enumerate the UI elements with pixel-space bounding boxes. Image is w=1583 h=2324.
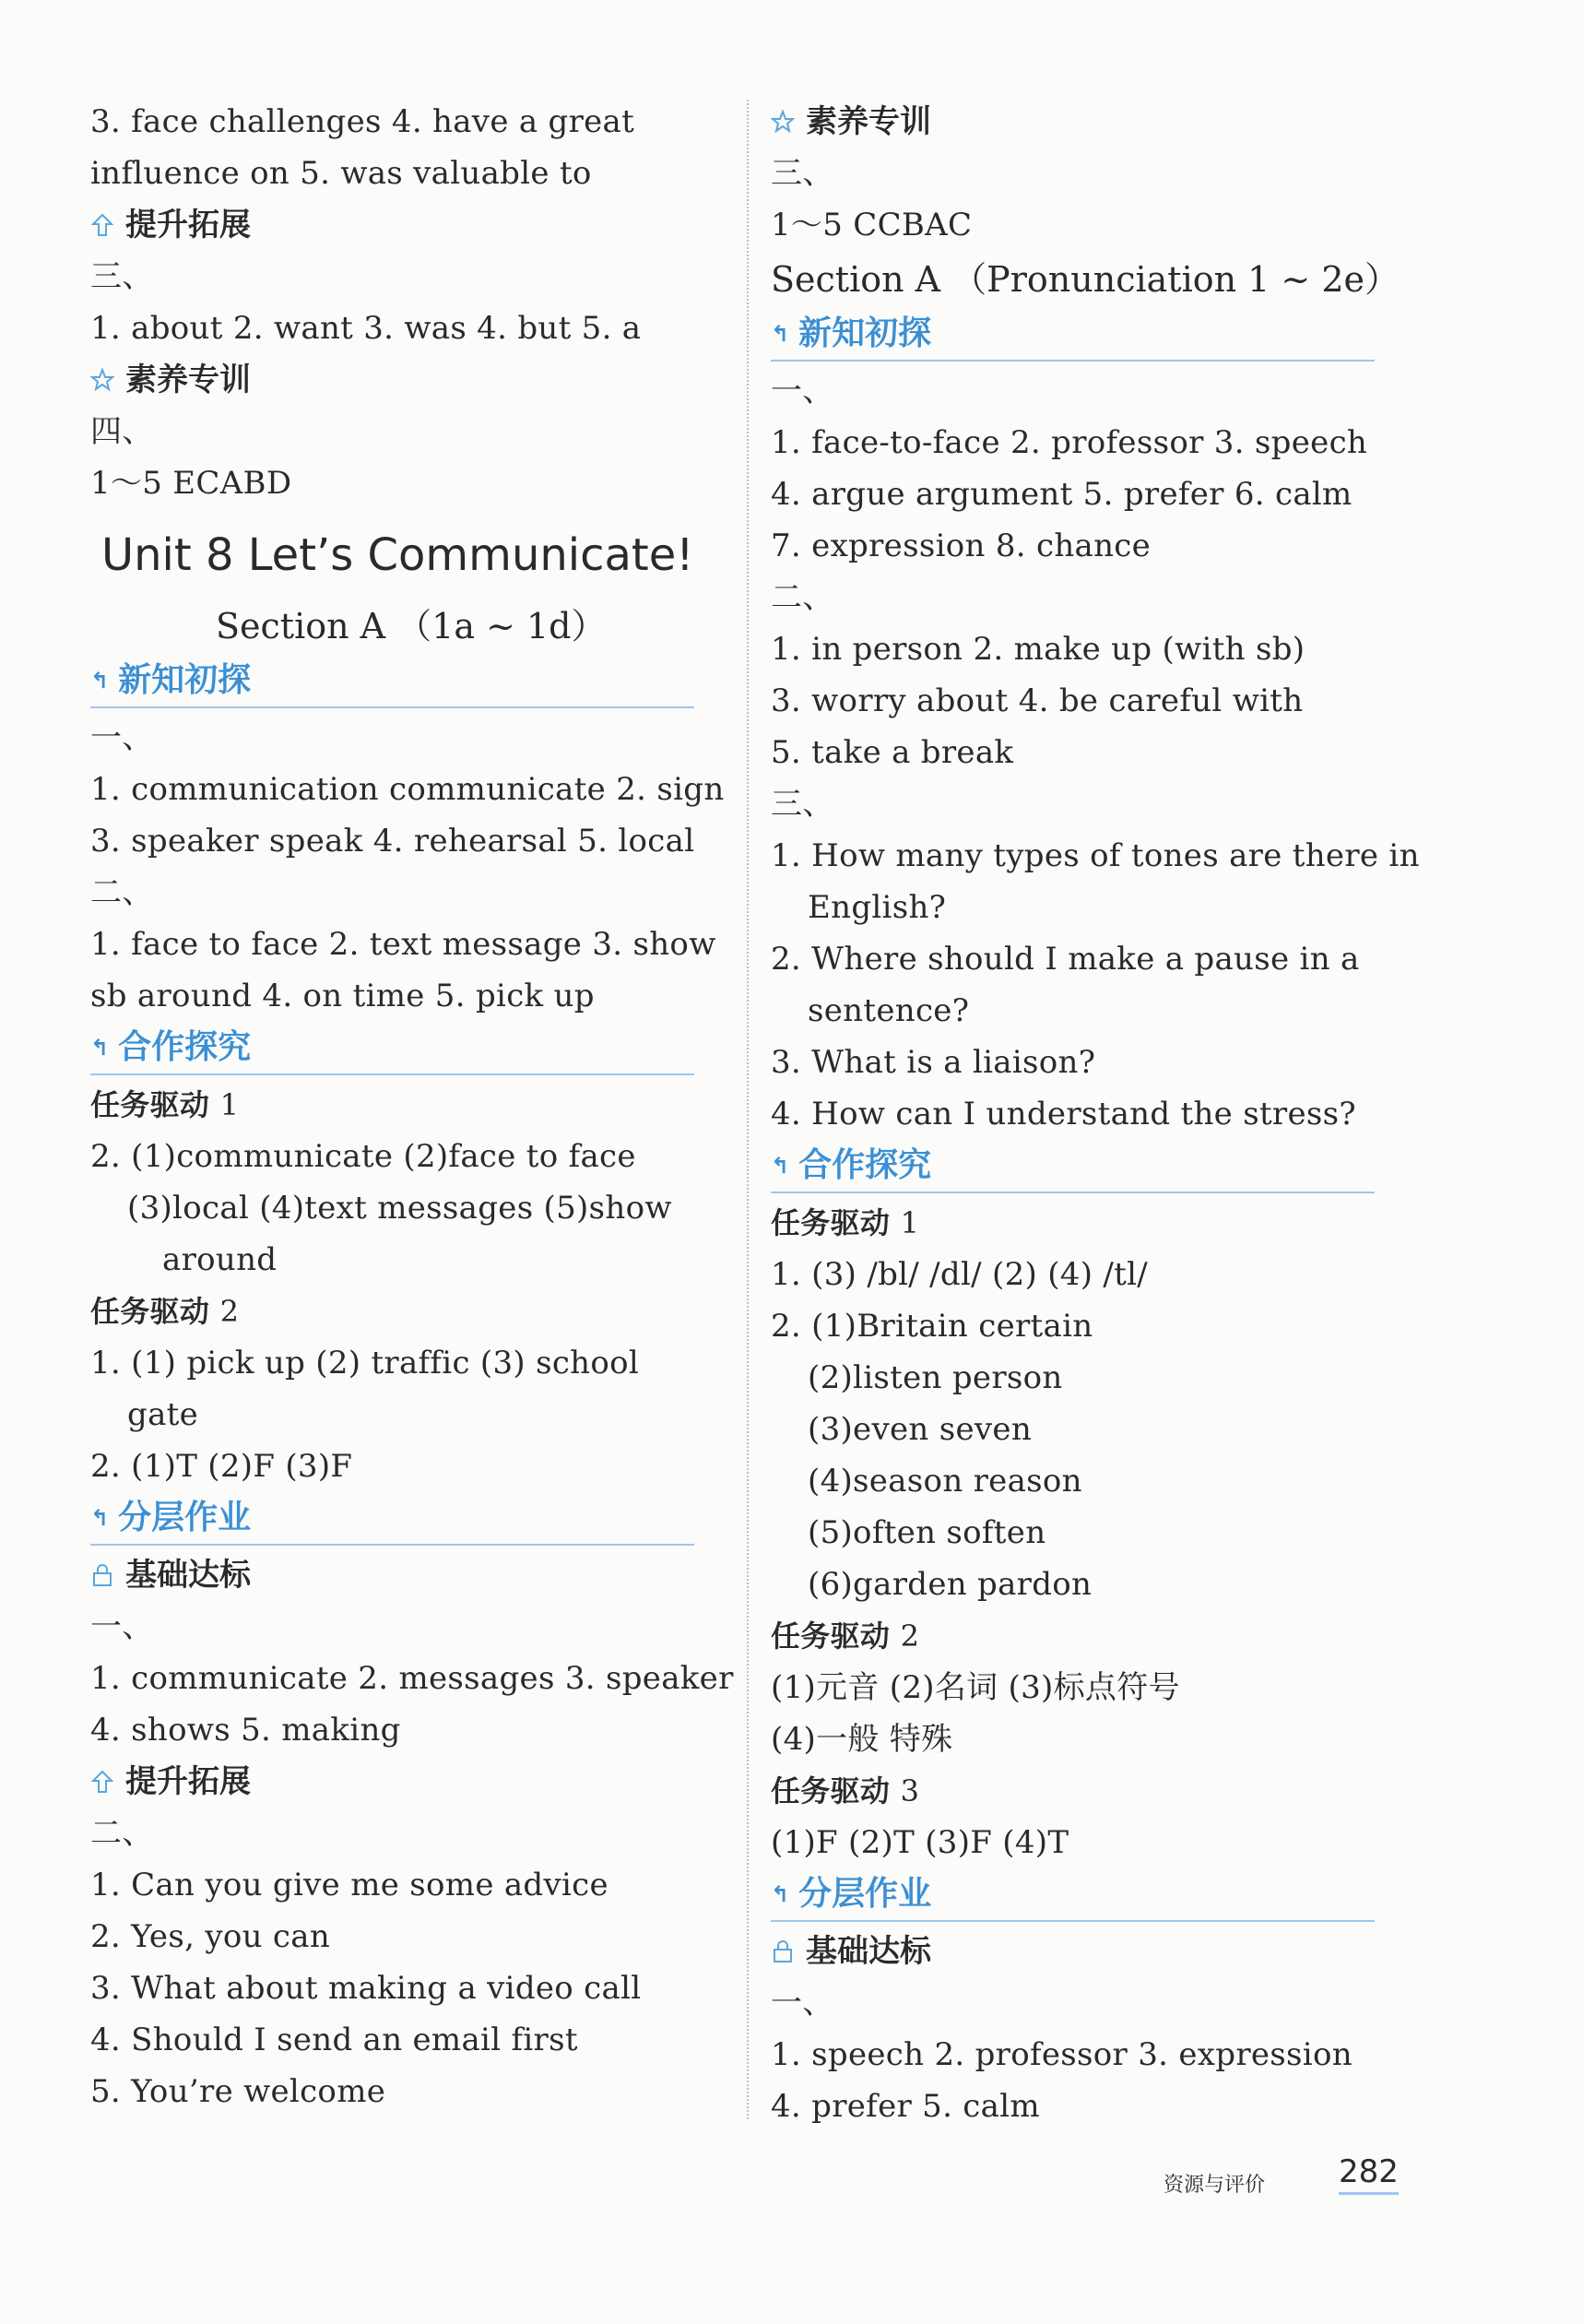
answer-line: 3. What about making a video call xyxy=(90,1970,642,2007)
answer-line: 1. How many types of tones are there in xyxy=(771,837,1420,874)
answer-line: 3. What is a liaison? xyxy=(771,1044,1096,1081)
answer-line: influence on 5. was valuable to xyxy=(90,155,592,192)
answer-line: (3)local (4)text messages (5)show xyxy=(127,1190,672,1227)
corner-arrow-icon: ↰ xyxy=(90,1505,110,1531)
part-label: 一、 xyxy=(90,719,154,756)
lock-icon xyxy=(90,1563,114,1587)
section-title: Section A （Pronunciation 1 ~ 2e） xyxy=(771,259,1400,300)
corner-arrow-icon: ↰ xyxy=(771,1153,790,1179)
answer-line: 1. face-to-face 2. professor 3. speech xyxy=(771,424,1368,461)
answer-line: 1. communication communicate 2. sign xyxy=(90,771,725,808)
answer-line: sb around 4. on time 5. pick up xyxy=(90,978,595,1014)
right-column xyxy=(771,96,1420,2132)
task-label: 任务驱动 xyxy=(90,1087,210,1122)
part-label: 二、 xyxy=(90,874,154,911)
blue-section-heading xyxy=(90,1492,694,1546)
answer-line: (4)season reason xyxy=(808,1463,1082,1500)
blue-section-title: 新知初探 xyxy=(798,314,932,352)
part-label: 二、 xyxy=(90,1815,154,1852)
task-heading xyxy=(771,1610,1416,1662)
task-number: 2 xyxy=(219,1294,240,1329)
task-label: 任务驱动 xyxy=(771,1205,891,1240)
task-label: 任务驱动 xyxy=(771,1618,891,1654)
blue-section-title: 新知初探 xyxy=(118,661,252,699)
task-number: 1 xyxy=(219,1087,240,1122)
subsection-heading xyxy=(90,1549,736,1601)
answer-line: 2. (1)Britain certain xyxy=(771,1308,1093,1345)
answer-line: 1. (3) /bl/ /dl/ (2) (4) /tl/ xyxy=(771,1256,1149,1293)
answer-line: 5. take a break xyxy=(771,734,1014,771)
unit-title: Unit 8 Let’s Communicate! xyxy=(101,529,694,581)
task-number: 2 xyxy=(900,1618,920,1654)
task-heading xyxy=(90,1286,736,1337)
answer-line: 7. expression 8. chance xyxy=(771,528,1152,564)
answer-line: 1～5 CCBAC xyxy=(771,207,973,243)
part-label: 三、 xyxy=(771,155,834,192)
subsection-heading xyxy=(771,1926,1416,1977)
part-label: 二、 xyxy=(771,579,834,616)
corner-arrow-icon: ↰ xyxy=(771,1881,790,1907)
answer-line: (6)garden pardon xyxy=(808,1566,1093,1603)
answer-line: (3)even seven xyxy=(808,1411,1033,1448)
answer-line: 1～5 ECABD xyxy=(90,465,292,502)
answer-line: 2. Yes, you can xyxy=(90,1918,331,1955)
answer-line: (2)listen person xyxy=(808,1359,1063,1396)
task-label: 任务驱动 xyxy=(90,1294,210,1329)
answer-line: 4. shows 5. making xyxy=(90,1712,401,1749)
answer-line: 2. (1)communicate (2)face to face xyxy=(90,1138,636,1175)
star-icon xyxy=(90,368,114,392)
blue-section-title: 分层作业 xyxy=(798,1875,932,1913)
answer-line: (1)F (2)T (3)F (4)T xyxy=(771,1824,1069,1861)
answer-line: 1. face to face 2. text message 3. show xyxy=(90,926,716,963)
footer-label: 资源与评价 xyxy=(1164,2174,1266,2197)
answer-line: (1)元音 (2)名词 (3)标点符号 xyxy=(771,1669,1180,1706)
answer-line: 5. You’re welcome xyxy=(90,2073,386,2110)
answer-line: 3. worry about 4. be careful with xyxy=(771,682,1304,719)
subsection-title: 素养专训 xyxy=(806,103,931,140)
answer-line: 3. speaker speak 4. rehearsal 5. local xyxy=(90,823,695,860)
answer-line: (4)一般 特殊 xyxy=(771,1721,953,1758)
part-label: 一、 xyxy=(90,1608,154,1645)
task-number: 3 xyxy=(900,1773,920,1808)
task-heading xyxy=(771,1197,1416,1249)
star-icon xyxy=(771,110,795,134)
subsection-title: 基础达标 xyxy=(806,1933,931,1970)
left-column xyxy=(90,96,736,2117)
subsection-title: 素养专训 xyxy=(125,362,251,398)
answer-line: 4. Should I send an email first xyxy=(90,2022,578,2058)
task-label: 任务驱动 xyxy=(771,1773,891,1808)
answer-line: 1. about 2. want 3. was 4. but 5. a xyxy=(90,310,642,347)
blue-section-title: 合作探究 xyxy=(798,1146,932,1184)
blue-section-heading xyxy=(771,1140,1375,1193)
page-number: 282 xyxy=(1339,2153,1399,2195)
answer-line: (5)often soften xyxy=(808,1514,1046,1551)
subsection-title: 基础达标 xyxy=(125,1557,251,1594)
part-label: 一、 xyxy=(771,373,834,409)
subsection-heading xyxy=(771,96,1416,148)
arrow-up-icon xyxy=(90,1770,114,1794)
answer-line: English? xyxy=(808,889,947,926)
column-divider xyxy=(747,100,749,2119)
answer-line: 4. argue argument 5. prefer 6. calm xyxy=(771,476,1353,513)
task-number: 1 xyxy=(900,1205,920,1240)
lock-icon xyxy=(771,1939,795,1963)
corner-arrow-icon: ↰ xyxy=(771,321,790,347)
section-title: Section A （1a ~ 1d） xyxy=(216,606,607,646)
answer-line: 1. (1) pick up (2) traffic (3) school xyxy=(90,1345,640,1381)
answer-line: 4. How can I understand the stress? xyxy=(771,1096,1356,1132)
answer-line: gate xyxy=(127,1396,199,1433)
part-label: 三、 xyxy=(90,258,154,295)
subsection-title: 提升拓展 xyxy=(125,207,251,243)
answer-line: 4. prefer 5. calm xyxy=(771,2088,1040,2125)
blue-section-heading xyxy=(90,1022,694,1075)
blue-section-title: 合作探究 xyxy=(118,1028,252,1066)
blue-section-heading xyxy=(90,655,694,708)
answer-line: around xyxy=(162,1241,278,1278)
subsection-title: 提升拓展 xyxy=(125,1763,251,1800)
answer-line: 2. (1)T (2)F (3)F xyxy=(90,1448,353,1485)
answer-line: 3. face challenges 4. have a great xyxy=(90,103,635,140)
subsection-heading xyxy=(90,199,736,251)
answer-line: 1. speech 2. professor 3. expression xyxy=(771,2036,1353,2073)
answer-line: 1. Can you give me some advice xyxy=(90,1867,608,1903)
subsection-heading xyxy=(90,354,736,406)
arrow-up-icon xyxy=(90,213,114,237)
blue-section-heading xyxy=(771,1868,1375,1922)
answer-line: 2. Where should I make a pause in a xyxy=(771,941,1360,978)
answer-line: 1. in person 2. make up (with sb) xyxy=(771,631,1305,668)
answer-line: sentence? xyxy=(808,992,970,1029)
subsection-heading xyxy=(90,1756,736,1808)
part-label: 三、 xyxy=(771,786,834,823)
part-label: 一、 xyxy=(771,1985,834,2022)
blue-section-title: 分层作业 xyxy=(118,1499,252,1536)
task-heading xyxy=(90,1079,736,1131)
corner-arrow-icon: ↰ xyxy=(90,1035,110,1061)
part-label: 四、 xyxy=(90,413,154,450)
answer-line: 1. communicate 2. messages 3. speaker xyxy=(90,1660,734,1697)
corner-arrow-icon: ↰ xyxy=(90,668,110,694)
task-heading xyxy=(771,1765,1416,1817)
blue-section-heading xyxy=(771,308,1375,362)
